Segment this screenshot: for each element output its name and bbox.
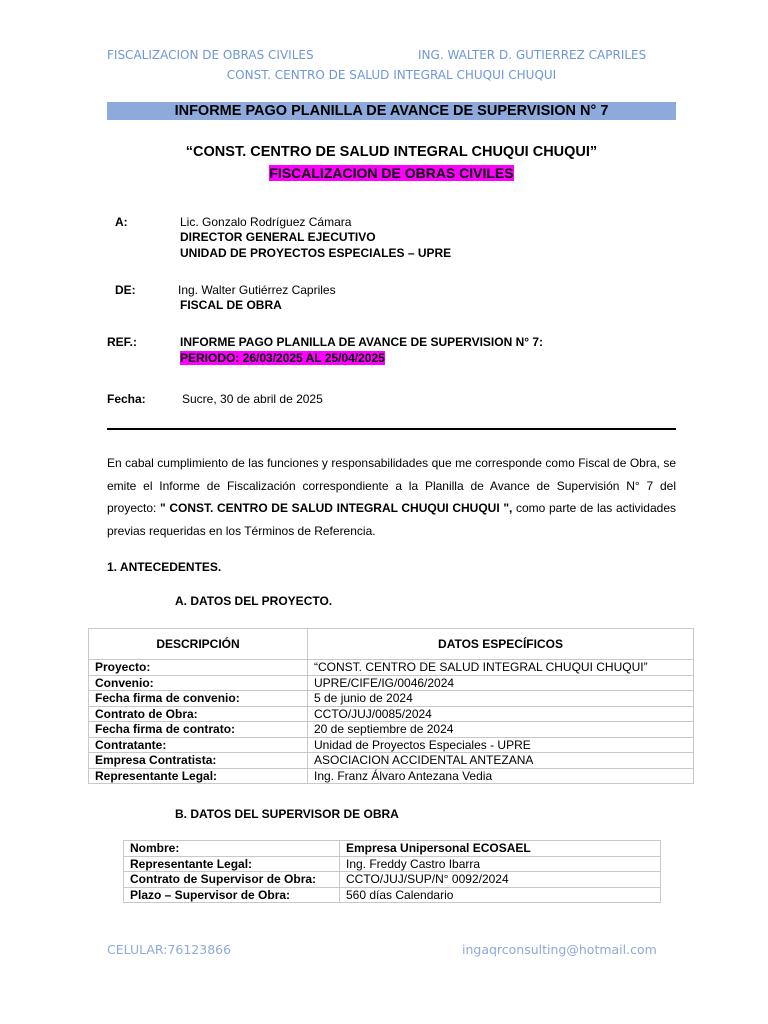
table-row <box>89 737 694 753</box>
date-value: Sucre, 30 de abril de 2025 <box>182 392 323 406</box>
subtitle-wrap <box>107 165 676 181</box>
intro-paragraph <box>107 452 676 542</box>
row-value: Ing. Freddy Castro Ibarra <box>340 856 661 872</box>
ref-period: PERIODO: 26/03/2025 AL 25/04/2025 <box>180 351 385 365</box>
intro-project: " CONST. CENTRO DE SALUD INTEGRAL CHUQUI CHUQUI ", <box>160 501 513 515</box>
row-value: Empresa Unipersonal ECOSAEL <box>340 841 661 857</box>
supervisor-data-table <box>123 840 661 903</box>
row-value: CCTO/JUJ/SUP/N° 0092/2024 <box>340 872 661 888</box>
row-key: Nombre: <box>124 841 340 857</box>
row-value: UPRE/CIFE/IG/0046/2024 <box>308 675 694 691</box>
to-label: A: <box>115 215 128 229</box>
to-name: Lic. Gonzalo Rodríguez Cámara <box>180 215 352 229</box>
intro-part2: como parte de las actividades previas requeridas en los Términos de Referencia. <box>107 501 676 538</box>
row-key: Convenio: <box>89 675 308 691</box>
table-row <box>89 768 694 784</box>
table-row <box>124 856 661 872</box>
header-left: FISCALIZACION DE OBRAS CIVILES <box>107 48 314 62</box>
ref-text: INFORME PAGO PLANILLA DE AVANCE DE SUPERVISION N° 7: <box>180 335 544 349</box>
section-antecedentes: 1. ANTECEDENTES. <box>107 560 222 574</box>
row-key: Representante Legal: <box>124 856 340 872</box>
table-row <box>124 841 661 857</box>
header-right: ING. WALTER D. GUTIERREZ CAPRILES <box>418 48 647 62</box>
row-value: 20 de septiembre de 2024 <box>308 722 694 738</box>
row-key: Contrato de Supervisor de Obra: <box>124 872 340 888</box>
from-name: Ing. Walter Gutiérrez Capriles <box>178 283 336 297</box>
table-header-datos: DATOS ESPECÍFICOS <box>308 629 694 660</box>
report-title: INFORME PAGO PLANILLA DE AVANCE DE SUPERVISION N° 7 <box>107 102 676 120</box>
row-key: Contrato de Obra: <box>89 706 308 722</box>
subsection-datos-supervisor: B. DATOS DEL SUPERVISOR DE OBRA <box>175 807 399 821</box>
to-unit: UNIDAD DE PROYECTOS ESPECIALES – UPRE <box>180 246 452 260</box>
project-data-table <box>88 628 694 784</box>
row-key: Fecha firma de convenio: <box>89 691 308 707</box>
table-row <box>124 872 661 888</box>
row-value: “CONST. CENTRO DE SALUD INTEGRAL CHUQUI CHUQUI” <box>308 660 694 676</box>
subsection-datos-proyecto: A. DATOS DEL PROYECTO. <box>175 594 333 608</box>
row-value: 560 días Calendario <box>340 887 661 903</box>
footer-email[interactable]: ingaqrconsulting@hotmail.com <box>462 942 657 957</box>
ref-label: REF.: <box>107 335 137 349</box>
row-key: Plazo – Supervisor de Obra: <box>124 887 340 903</box>
table-row <box>124 887 661 903</box>
row-value: Unidad de Proyectos Especiales - UPRE <box>308 737 694 753</box>
project-title: “CONST. CENTRO DE SALUD INTEGRAL CHUQUI CHUQUI” <box>185 144 598 160</box>
footer-phone: CELULAR:76123866 <box>107 942 232 957</box>
row-value: 5 de junio de 2024 <box>308 691 694 707</box>
from-label: DE: <box>115 283 136 297</box>
from-role: FISCAL DE OBRA <box>180 298 282 312</box>
row-key: Contratante: <box>89 737 308 753</box>
row-value: CCTO/JUJ/0085/2024 <box>308 706 694 722</box>
divider <box>107 428 676 430</box>
date-label: Fecha: <box>107 392 146 406</box>
row-key: Fecha firma de contrato: <box>89 722 308 738</box>
table-row <box>89 691 694 707</box>
row-key: Empresa Contratista: <box>89 753 308 769</box>
subtitle: FISCALIZACION DE OBRAS CIVILES <box>269 165 514 181</box>
row-value: ASOCIACION ACCIDENTAL ANTEZANA <box>308 753 694 769</box>
row-value: Ing. Franz Álvaro Antezana Vedia <box>308 768 694 784</box>
row-key: Representante Legal: <box>89 768 308 784</box>
table-header-descripcion: DESCRIPCIÓN <box>89 629 308 660</box>
table-row <box>89 722 694 738</box>
header-center: CONST. CENTRO DE SALUD INTEGRAL CHUQUI CHUQUI <box>226 68 557 82</box>
table-row <box>89 660 694 676</box>
ref-period-wrap <box>180 351 385 366</box>
table-row <box>89 706 694 722</box>
to-role: DIRECTOR GENERAL EJECUTIVO <box>180 230 376 244</box>
table-row <box>89 753 694 769</box>
row-key: Proyecto: <box>89 660 308 676</box>
intro-part1: En cabal cumplimiento de las funciones y responsabilidades que me corresponde como Fiscal de Obra, se emite el Informe de Fiscalización correspondiente a la Planilla de Avance de Supervisión N° 7 del proyecto: <box>107 456 676 515</box>
table-row <box>89 675 694 691</box>
